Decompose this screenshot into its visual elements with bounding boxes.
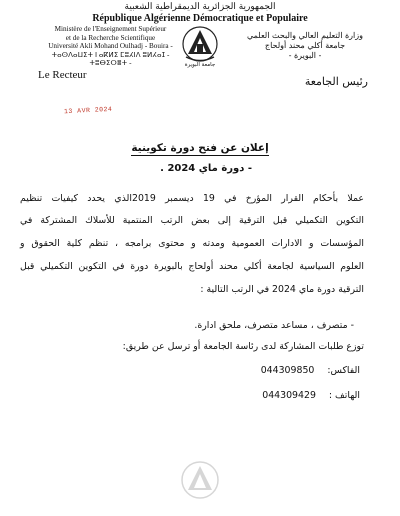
footer-logo-watermark	[178, 458, 222, 504]
phone-label: الهاتف :	[328, 390, 360, 401]
paragraph-line-1: عملا بأحكام القرار المؤرخ في 19 ديسمبر 2019الذي يحدد كيفيات تنظيم	[20, 193, 364, 204]
rais-label: رئيس الجامعة	[304, 75, 368, 88]
ranks-list: - متصرف ، مساعد متصرف، ملحق ادارة.	[194, 320, 354, 331]
phone-number: 044309429	[262, 390, 316, 401]
city-name-ar: - البويرة -	[288, 51, 322, 60]
university-name-fr: Université Akli Mohand Oulhadj - Bouira -	[48, 42, 173, 51]
paragraph-line-3: المؤسسات و الادارات العمومية ومدته و محتوى برامجه ، تنظم كلية الحقوق و	[20, 238, 364, 249]
phone-row	[262, 390, 360, 401]
logo-caption: جامعة البويرة	[184, 62, 216, 68]
header-right-block	[240, 31, 370, 61]
announcement-subtitle: - دورة ماي 2024 .	[160, 163, 252, 174]
ministry-line-ar: وزارة التعليم العالي والبحث العلمي	[247, 31, 363, 40]
submission-instructions: توزع طلبات المشاركة لدى رئاسة الجامعة أو ترسل عن طريق:	[122, 341, 364, 352]
fax-label: الفاكس:	[327, 365, 360, 376]
date-stamp: 13 AVR 2024	[63, 105, 113, 116]
footer-logo-icon	[178, 458, 222, 504]
le-recteur-label: Le Recteur	[38, 69, 87, 81]
header-arabic-republic: الجمهورية الجزائرية الديمقراطية الشعبية	[124, 2, 276, 12]
fax-row	[261, 365, 360, 376]
paragraph-line-2: التكوين التكميلي قبل الترقية إلى بعض الرتب المنتمية للأسلاك المشتركة في	[20, 215, 364, 226]
university-name-tifinagh: ⵜⴰⵙⴷⴰⵡⵉⵜ ⵏ ⴰⴽⵍⵉ ⵎⵓⵃⵏⴷ ⵓⵍⵃⴰⵊ - ⵜⵓⴱⵉⵔⴻⵜ -	[51, 50, 170, 68]
ministry-line-1: Ministère de l'Enseignement Supérieur	[54, 25, 167, 33]
announcement-title-text: إعلان عن فتح دورة تكوينية	[131, 142, 269, 154]
university-name-ar: جامعة أكلي محند أولحاج	[264, 41, 346, 50]
paragraph-line-4: العلوم السياسية لجامعة أكلي محند أولحاج بالبويرة دورة في التكوين التكميلي قبل	[20, 261, 364, 272]
announcement-title	[0, 142, 400, 154]
header-left-block	[38, 25, 183, 68]
university-logo	[178, 24, 222, 70]
paragraph-line-5: الترقية دورة ماي 2024 في الرتب التالية :	[200, 284, 364, 295]
fax-number: 044309850	[260, 365, 315, 376]
header-french-republic: République Algérienne Démocratique et Populaire	[92, 13, 308, 24]
ministry-line-2: et de la Recherche Scientifique	[65, 33, 156, 42]
